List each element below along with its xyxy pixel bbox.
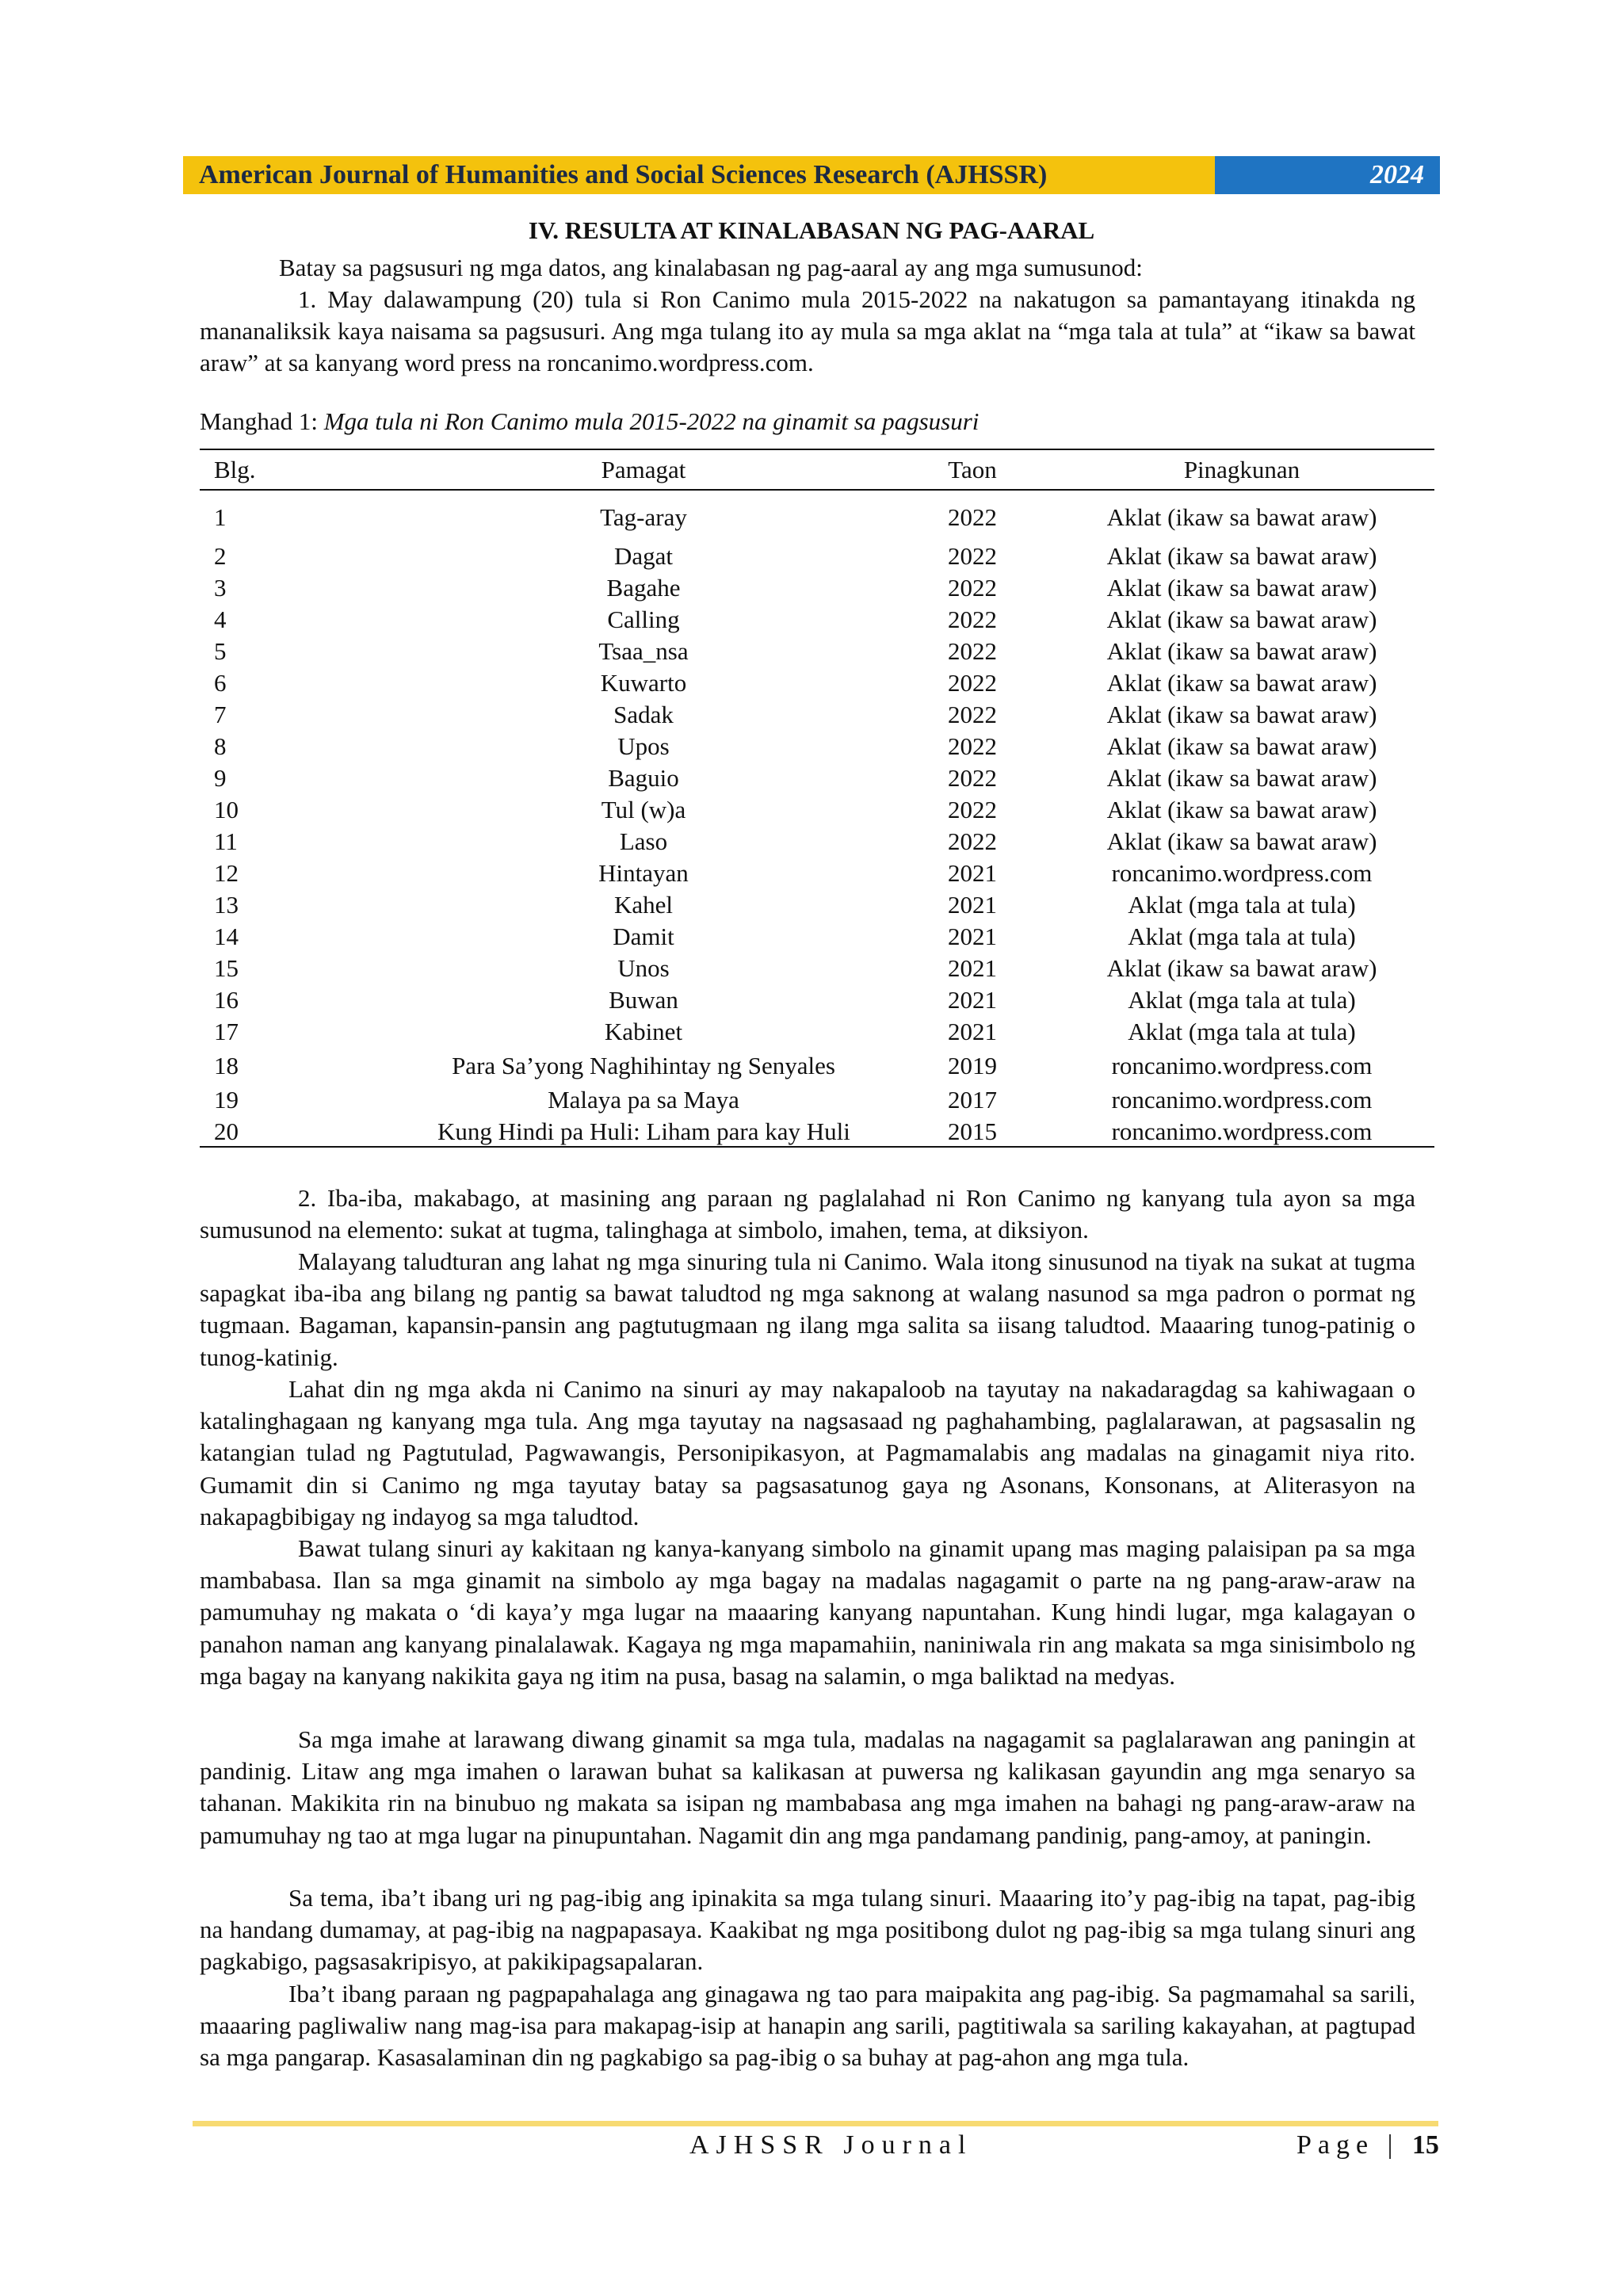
row-year: 2022	[948, 701, 997, 728]
footer-rule	[193, 2121, 1438, 2126]
row-number: 7	[214, 701, 227, 728]
row-title: Dagat	[613, 542, 674, 570]
row-title: Para Sa’yong Naghihintay ng Senyales	[452, 1052, 835, 1079]
row-year: 2022	[948, 796, 997, 823]
row-year: 2021	[948, 891, 997, 919]
page-number: 15	[1411, 2130, 1439, 2160]
table-row	[200, 953, 1434, 984]
row-year: 2017	[948, 1086, 997, 1114]
row-number: 6	[214, 669, 227, 697]
table-header-row	[200, 454, 1434, 486]
row-source: Aklat (ikaw sa bawat araw)	[1106, 732, 1377, 760]
table-row	[200, 1050, 1434, 1082]
header-taon: Taon	[948, 456, 997, 483]
row-year: 2022	[948, 669, 997, 697]
row-number: 12	[214, 859, 239, 887]
row-year: 2021	[948, 923, 997, 950]
table-row	[200, 921, 1434, 953]
row-number: 8	[214, 732, 227, 760]
body-paragraph-5: Sa mga imahe at larawang diwang ginamit sa mga tula, madalas na nagagamit sa paglalarawan ang paningin at pandinig. Litaw ang mga imahen o larawan buhat sa kalikasan at puwersa ng kalikasan gayundin ang mga senaryo sa tahanan. Makikita rin na binubuo ng makata sa isipan ng mambabasa ang mga imahen na bahagi ng pang-araw-araw na pamumuhay ng tao at mga lugar na pinupuntahan. Nagamit din ang mga pandamang pandinig, pang-amoy, at paningin.	[200, 1725, 1415, 1849]
row-source: Aklat (ikaw sa bawat araw)	[1106, 796, 1377, 823]
row-number: 1	[214, 503, 227, 531]
row-number: 5	[214, 637, 227, 665]
row-year: 2022	[948, 503, 997, 531]
row-number: 13	[214, 891, 239, 919]
row-title: Malaya pa sa Maya	[548, 1086, 739, 1114]
table-caption	[200, 407, 979, 436]
row-title: Damit	[613, 923, 674, 950]
row-year: 2022	[948, 637, 997, 665]
table-row	[200, 858, 1434, 889]
table-row	[200, 794, 1434, 826]
row-year: 2021	[948, 859, 997, 887]
row-year: 2022	[948, 542, 997, 570]
body-paragraph-2: Malayang taludturan ang lahat ng mga sinuring tula ni Canimo. Wala itong sinusunod na tiyak na sukat at tugma sapagkat iba-iba ang bilang ng pantig sa bawat taludtod ng mga saknong at walang nasunod sa mga padron o pormat ng tugmaan. Bagaman, kapansin-pansin ang pagtutugmaan ng ilang mga salita sa iisang taludtod. Maaaring tunog-patinig o tunog-katinig.	[200, 1247, 1415, 1371]
row-year: 2021	[948, 954, 997, 982]
row-number: 2	[214, 542, 227, 570]
row-year: 2022	[948, 827, 997, 855]
footer-page-label: Page |	[1296, 2130, 1400, 2160]
row-source: Aklat (mga tala at tula)	[1128, 986, 1356, 1014]
table-bottom-rule	[200, 1146, 1434, 1148]
body-paragraph-7: Iba’t ibang paraan ng pagpapahalaga ang ginagawa ng tao para maipakita ang pag-ibig. Sa pagmamahal sa sarili, maaaring pagliwaliw nang mag-isa para makapag-isip at hanapin ang sarili, pagtitiwala sa sariling kakayahan, at pagtupad sa mga pangarap. Kasasalaminan din ng pagkabigo sa pag-ibig o sa buhay at pag-ahon ang mga tula.	[200, 1980, 1415, 2072]
table-row	[200, 541, 1434, 572]
row-number: 20	[214, 1117, 239, 1145]
row-title: Sadak	[613, 701, 674, 728]
row-source: Aklat (ikaw sa bawat araw)	[1106, 503, 1377, 531]
row-year: 2022	[948, 732, 997, 760]
table-row	[200, 502, 1434, 533]
table-row	[200, 889, 1434, 921]
journal-year: 2024	[1215, 156, 1440, 194]
row-year: 2022	[948, 606, 997, 633]
row-number: 16	[214, 986, 239, 1014]
row-source: Aklat (ikaw sa bawat araw)	[1106, 606, 1377, 633]
row-year: 2022	[948, 574, 997, 602]
intro-paragraph-1: Batay sa pagsusuri ng mga datos, ang kinalabasan ng pag-aaral ay ang mga sumusunod:	[279, 254, 1143, 281]
table-row	[200, 1084, 1434, 1116]
intro-paragraph-2: 1. May dalawampung (20) tula si Ron Canimo mula 2015-2022 na nakatugon sa pamantayang itinakda ng mananaliksik kaya naisama sa pagsusuri. Ang mga tulang ito ay mula sa mga aklat na “mga tala at tula” at “ikaw sa bawat araw” at sa kanyang word press na roncanimo.wordpress.com.	[200, 285, 1415, 377]
header-blg: Blg.	[214, 456, 256, 483]
row-source: roncanimo.wordpress.com	[1111, 859, 1373, 887]
row-title: Laso	[619, 827, 668, 855]
row-number: 19	[214, 1086, 239, 1114]
body-paragraph-1: 2. Iba-iba, makabago, at masining ang paraan ng paglalahad ni Ron Canimo ng kanyang tula ayon sa mga sumusunod na elemento: sukat at tugma, talinghaga at simbolo, imahen, tema, at diksiyon.	[200, 1184, 1415, 1244]
table-row	[200, 984, 1434, 1016]
row-source: Aklat (ikaw sa bawat araw)	[1106, 574, 1377, 602]
row-title: Kung Hindi pa Huli: Liham para kay Huli	[437, 1117, 850, 1145]
table-row	[200, 699, 1434, 731]
row-title: Kuwarto	[600, 669, 687, 697]
table-caption-label: Manghad 1:	[200, 407, 318, 435]
row-source: Aklat (ikaw sa bawat araw)	[1106, 542, 1377, 570]
row-title: Hintayan	[598, 859, 689, 887]
journal-header-banner	[183, 156, 1440, 194]
row-year: 2019	[948, 1052, 997, 1079]
table-row	[200, 1016, 1434, 1048]
table-row	[200, 762, 1434, 794]
row-title: Kabinet	[604, 1018, 683, 1045]
row-source: Aklat (ikaw sa bawat araw)	[1106, 701, 1377, 728]
row-number: 11	[214, 827, 238, 855]
row-number: 10	[214, 796, 239, 823]
row-source: Aklat (mga tala at tula)	[1128, 1018, 1356, 1045]
row-source: roncanimo.wordpress.com	[1111, 1052, 1373, 1079]
row-source: Aklat (ikaw sa bawat araw)	[1106, 669, 1377, 697]
row-year: 2015	[948, 1117, 997, 1145]
table-row	[200, 572, 1434, 604]
row-number: 18	[214, 1052, 239, 1079]
row-source: Aklat (mga tala at tula)	[1128, 923, 1356, 950]
row-year: 2021	[948, 986, 997, 1014]
table-top-rule	[200, 449, 1434, 450]
row-source: Aklat (ikaw sa bawat araw)	[1106, 954, 1377, 982]
row-year: 2022	[948, 764, 997, 792]
row-number: 17	[214, 1018, 239, 1045]
row-title: Tul (w)a	[601, 796, 686, 823]
table-caption-text: Mga tula ni Ron Canimo mula 2015-2022 na ginamit sa pagsusuri	[323, 407, 980, 435]
row-source: Aklat (ikaw sa bawat araw)	[1106, 827, 1377, 855]
table-row	[200, 667, 1434, 699]
row-title: Tsaa_nsa	[598, 637, 689, 665]
section-title: IV. RESULTA AT KINALABASAN NG PAG-AARAL	[528, 216, 1095, 244]
row-source: Aklat (mga tala at tula)	[1128, 891, 1356, 919]
journal-title: American Journal of Humanities and Social Sciences Research (AJHSSR)	[183, 156, 1215, 194]
body-paragraph-6: Sa tema, iba’t ibang uri ng pag-ibig ang ipinakita sa mga tulang sinuri. Maaaring ito’y pag-ibig na tapat, pag-ibig na handang dumamay, at pag-ibig na nagpapasaya. Kaakibat ng mga positibong dulot ng pag-ibig sa mga tulang sinuri ang pagkabigo, pagsasakripisyo, at pakikipagsapalaran.	[200, 1884, 1415, 1976]
row-number: 14	[214, 923, 239, 950]
row-number: 9	[214, 764, 227, 792]
table-header-rule	[200, 489, 1434, 491]
body-paragraph-3: Lahat din ng mga akda ni Canimo na sinuri ay may nakapaloob na tayutay na nakadaragdag sa kahiwagaan o katalinghagaan ng kanyang mga tula. Ang mga tayutay na nagsasaad ng paghahambing, paglalarawan, at pagsasalin ng katangian tulad ng Pagtutulad, Pagwawangis, Personipikasyon, at Pagmamalabis ang madalas na ginagamit niya rito. Gumamit din si Canimo ng mga tayutay batay sa pagsasatunog gaya ng Asonans, Konsonans, at Aliterasyon na nakapagbibigay ng indayog sa mga taludtod.	[200, 1375, 1415, 1530]
table-row	[200, 636, 1434, 667]
row-number: 15	[214, 954, 239, 982]
row-title: Upos	[617, 732, 670, 760]
row-title: Kahel	[613, 891, 674, 919]
row-source: roncanimo.wordpress.com	[1111, 1086, 1373, 1114]
row-title: Calling	[607, 606, 680, 633]
table-row	[200, 1116, 1434, 1148]
footer-page	[1296, 2130, 1439, 2160]
row-source: roncanimo.wordpress.com	[1111, 1117, 1373, 1145]
table-row	[200, 826, 1434, 858]
footer-journal: AJHSSR Journal	[689, 2130, 973, 2160]
row-title: Buwan	[609, 986, 678, 1014]
row-number: 4	[214, 606, 227, 633]
row-source: Aklat (ikaw sa bawat araw)	[1106, 764, 1377, 792]
header-pinagkunan: Pinagkunan	[1183, 456, 1300, 483]
row-title: Tag-aray	[600, 503, 687, 531]
row-number: 3	[214, 574, 227, 602]
row-title: Bagahe	[606, 574, 681, 602]
row-source: Aklat (ikaw sa bawat araw)	[1106, 637, 1377, 665]
row-title: Baguio	[608, 764, 679, 792]
row-title: Unos	[617, 954, 670, 982]
table-row	[200, 731, 1434, 762]
table-row	[200, 604, 1434, 636]
row-year: 2021	[948, 1018, 997, 1045]
header-pamagat: Pamagat	[601, 456, 686, 483]
body-paragraph-4: Bawat tulang sinuri ay kakitaan ng kanya-kanyang simbolo na ginamit upang mas maging palaisipan pa sa mga mambabasa. Ilan sa mga ginamit na simbolo ay mga bagay na madalas nagagamit o parte na ng pang-araw-araw na pamumuhay ng makata o ‘di kaya’y mga lugar na maaaring kanyang napuntahan. Kung hindi lugar, mga kalagayan o panahon naman ang kanyang pinalalawak. Kagaya ng mga mapamahiin, naniniwala rin ang makata sa mga sinisimbolo ng mga bagay na kanyang nakikita gaya ng itim na pusa, basag na salamin, o mga baliktad na medyas.	[200, 1534, 1415, 1690]
